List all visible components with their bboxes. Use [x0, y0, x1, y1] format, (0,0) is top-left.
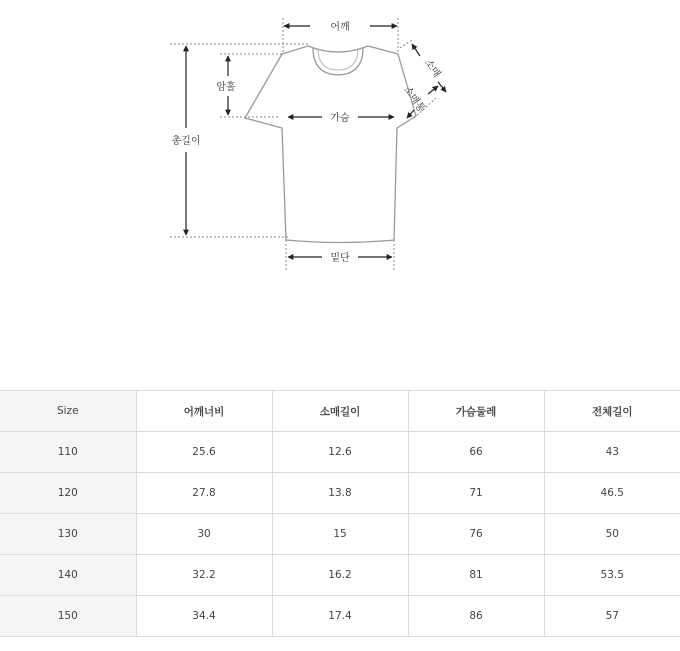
table-row	[0, 555, 680, 596]
shoulder-width-cell: 30	[136, 514, 272, 555]
sleeve-width-label: 소매통	[401, 84, 427, 115]
sleeve-length-cell: 15	[272, 514, 408, 555]
column-header-total-length: 전체길이	[544, 391, 680, 432]
total-length-cell: 43	[544, 432, 680, 473]
size-cell: 110	[0, 432, 136, 473]
tshirt-measurement-diagram	[0, 0, 680, 300]
table-row	[0, 432, 680, 473]
size-cell: 150	[0, 596, 136, 637]
sleeve-length-cell: 12.6	[272, 432, 408, 473]
sleeve-arrow-down	[438, 82, 446, 92]
table-row	[0, 596, 680, 637]
shoulder-width-cell: 32.2	[136, 555, 272, 596]
shoulder-width-cell: 25.6	[136, 432, 272, 473]
tshirt-outline	[245, 46, 416, 243]
shoulder-label: 어깨	[330, 22, 350, 33]
column-header-chest: 가슴둘레	[408, 391, 544, 432]
chest-cell: 76	[408, 514, 544, 555]
total-length-cell: 46.5	[544, 473, 680, 514]
shoulder-width-cell: 27.8	[136, 473, 272, 514]
chest-cell: 81	[408, 555, 544, 596]
size-cell: 130	[0, 514, 136, 555]
size-chart-table	[0, 390, 680, 637]
sleeve-length-cell: 16.2	[272, 555, 408, 596]
table-header-row	[0, 391, 680, 432]
column-header-sleeve-length: 소매길이	[272, 391, 408, 432]
sleeve-label: 소매	[421, 57, 443, 80]
chest-cell: 66	[408, 432, 544, 473]
total-length-cell: 53.5	[544, 555, 680, 596]
sleeve-length-cell: 13.8	[272, 473, 408, 514]
size-cell: 140	[0, 555, 136, 596]
total-length-cell: 57	[544, 596, 680, 637]
table-row	[0, 514, 680, 555]
hem-label: 밑단	[330, 253, 350, 264]
sleeve-length-cell: 17.4	[272, 596, 408, 637]
sleeve-width-arrow-up	[428, 86, 438, 94]
shoulder-width-cell: 34.4	[136, 596, 272, 637]
chest-cell: 86	[408, 596, 544, 637]
total-length-label: 총길이	[171, 136, 201, 147]
sleeve-arrow-up	[412, 44, 420, 56]
total-length-cell: 50	[544, 514, 680, 555]
column-header-size: Size	[0, 391, 136, 432]
chest-cell: 71	[408, 473, 544, 514]
column-header-shoulder-width: 어깨너비	[136, 391, 272, 432]
table-row	[0, 473, 680, 514]
size-cell: 120	[0, 473, 136, 514]
chest-label: 가슴	[330, 113, 350, 124]
armhole-label: 암홀	[216, 82, 236, 93]
